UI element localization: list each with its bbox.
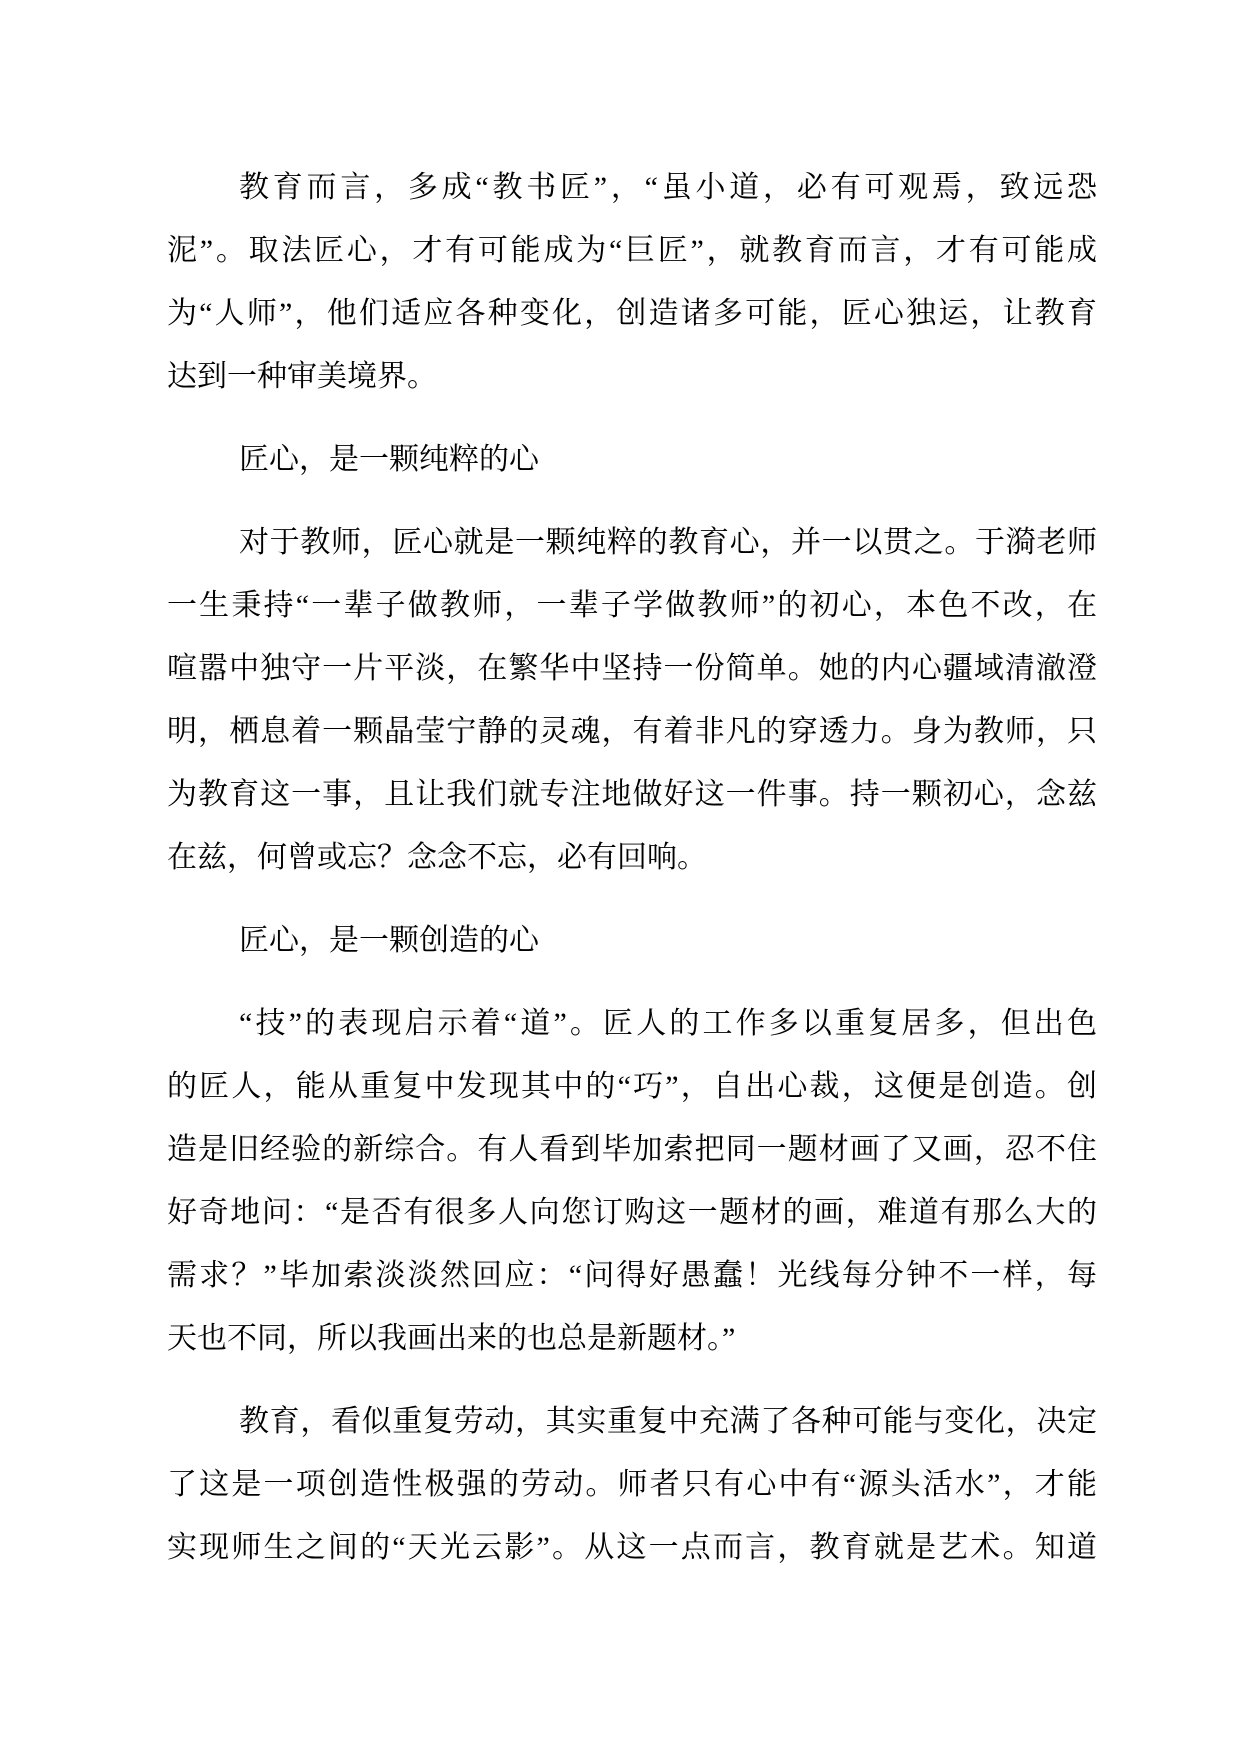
text-line: 达到一种审美境界。 [167,360,437,393]
text-line: 在兹，何曾或忘？念念不忘，必有回响。 [167,841,707,874]
text-line: 造是旧经验的新综合。有人看到毕加索把同一题材画了又画，忍不住 [167,1133,1097,1166]
text-line: 的匠人，能从重复中发现其中的“巧”，自出心裁，这便是创造。创 [167,1070,1097,1103]
text-line: 匠心，是一颗创造的心 [239,924,539,957]
text-line: 一生秉持“一辈子做教师，一辈子学做教师”的初心，本色不改，在 [167,589,1097,622]
paragraph [167,1390,1097,1579]
paragraph [167,511,1097,889]
text-line: 教育，看似重复劳动，其实重复中充满了各种可能与变化，决定 [239,1405,1097,1438]
text-line: 为教育这一事，且让我们就专注地做好这一件事。持一颗初心，念兹 [167,778,1097,811]
text-line: 实现师生之间的“天光云影”。从这一点而言，教育就是艺术。知道 [167,1531,1097,1564]
text-line: 教育而言，多成“教书匠”，“虽小道，必有可观焉，致远恐 [239,171,1097,204]
paragraph [167,156,1097,408]
text-line: 天也不同，所以我画出来的也总是新题材。” [167,1322,736,1355]
text-line: 匠心，是一颗纯粹的心 [239,443,539,476]
text-line: 喧嚣中独守一片平淡，在繁华中坚持一份简单。她的内心疆域清澈澄 [167,652,1097,685]
text-line: 为“人师”，他们适应各种变化，创造诸多可能，匠心独运，让教育 [167,297,1097,330]
section-heading [167,909,1097,972]
text-line: 泥”。取法匠心，才有可能成为“巨匠”，就教育而言，才有可能成 [167,234,1097,267]
text-line: 对于教师，匠心就是一颗纯粹的教育心，并一以贯之。于漪老师 [239,526,1097,559]
text-line: 需求？”毕加索淡淡然回应：“问得好愚蠢！光线每分钟不一样，每 [167,1259,1097,1292]
text-line: 明，栖息着一颗晶莹宁静的灵魂，有着非凡的穿透力。身为教师，只 [167,715,1097,748]
document-content [167,156,1097,1599]
section-heading [167,428,1097,491]
paragraph [167,992,1097,1370]
text-line: “技”的表现启示着“道”。匠人的工作多以重复居多，但出色 [239,1007,1097,1040]
text-line: 了这是一项创造性极强的劳动。师者只有心中有“源头活水”，才能 [167,1468,1097,1501]
text-line: 好奇地问：“是否有很多人向您订购这一题材的画，难道有那么大的 [167,1196,1097,1229]
